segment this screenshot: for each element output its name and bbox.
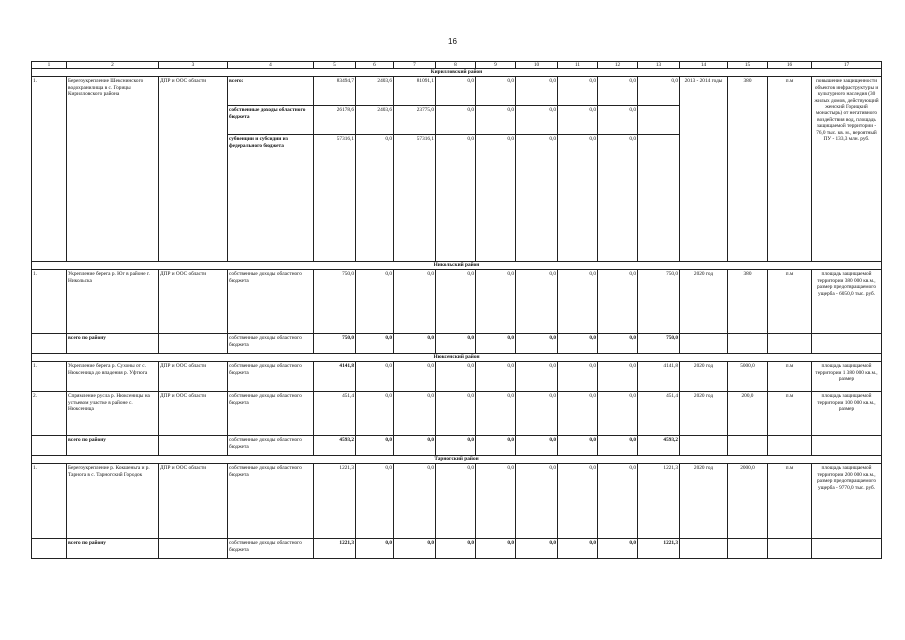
value-cell: 0,0 bbox=[558, 270, 598, 334]
total-cell: 0,0 bbox=[476, 539, 516, 559]
value-cell: 0,0 bbox=[516, 464, 558, 539]
col-header: 8 bbox=[436, 62, 476, 69]
value-cell: 0,0 bbox=[598, 77, 638, 106]
value-cell: 0,0 bbox=[558, 106, 598, 135]
col-header: 13 bbox=[638, 62, 680, 69]
value-cell: 57316,1 bbox=[394, 135, 436, 262]
budget-label: собственные доходы областного бюджета bbox=[228, 270, 314, 334]
unit-cell: п.м bbox=[768, 464, 812, 539]
district-heading: Тарногский район bbox=[32, 456, 882, 464]
value-cell: 0,0 bbox=[436, 362, 476, 392]
table-row bbox=[32, 392, 882, 436]
value-cell: 0,0 bbox=[476, 106, 516, 135]
total-cell: 750,0 bbox=[314, 334, 356, 354]
value-cell: 0,0 bbox=[394, 270, 436, 334]
value-cell: 0,0 bbox=[436, 77, 476, 106]
col-header: 1 bbox=[32, 62, 67, 69]
col-header: 6 bbox=[356, 62, 394, 69]
budget-label: всего: bbox=[228, 77, 314, 106]
value-cell: 4141,8 bbox=[638, 362, 680, 392]
budget-label: собственные доходы областного бюджета bbox=[228, 106, 314, 135]
value-cell: 57316,1 bbox=[314, 135, 356, 262]
total-cell: 0,0 bbox=[436, 436, 476, 456]
col-header: 16 bbox=[768, 62, 812, 69]
period-cell: 2020 год bbox=[680, 464, 728, 539]
value-cell: 1221,3 bbox=[638, 464, 680, 539]
quantity-cell: 5000,0 bbox=[728, 362, 768, 392]
unit-cell: п.м bbox=[768, 392, 812, 436]
result-description: площадь защищаемой территории 1 380 000 кв.м., размер bbox=[812, 362, 882, 392]
col-header: 12 bbox=[598, 62, 638, 69]
total-cell: 0,0 bbox=[476, 334, 516, 354]
value-cell: 0,0 bbox=[598, 362, 638, 392]
project-name: Укрепление берега р. Сухоны от с. Нюксеница до впадения р. Уфтюга bbox=[67, 362, 159, 392]
col-header: 4 bbox=[228, 62, 314, 69]
value-cell: 0,0 bbox=[356, 362, 394, 392]
district-heading: Никольский район bbox=[32, 262, 882, 270]
total-cell: 0,0 bbox=[476, 436, 516, 456]
item-number: 2. bbox=[32, 392, 67, 436]
period-cell: 2020 год bbox=[680, 362, 728, 392]
total-cell: 0,0 bbox=[356, 436, 394, 456]
value-cell: 1221,3 bbox=[314, 464, 356, 539]
value-cell: 0,0 bbox=[436, 270, 476, 334]
value-cell: 0,0 bbox=[436, 464, 476, 539]
district-total-row bbox=[32, 334, 882, 354]
value-cell: 0,0 bbox=[476, 362, 516, 392]
table-row bbox=[32, 464, 882, 539]
responsible-body: ДПР и ООС области bbox=[159, 77, 228, 262]
result-description: площадь защищаемой территории 200 000 кв.м., размер предотвращаемого ущерба - 9770,0 тыс. руб. bbox=[812, 464, 882, 539]
value-cell: 451,4 bbox=[314, 392, 356, 436]
budget-label: собственные доходы областного бюджета bbox=[228, 436, 314, 456]
value-cell: 26178,6 bbox=[314, 106, 356, 135]
total-cell: 0,0 bbox=[598, 334, 638, 354]
col-header: 3 bbox=[159, 62, 228, 69]
value-cell: 0,0 bbox=[516, 270, 558, 334]
budget-label: субвенции и субсидии из федерального бюджета bbox=[228, 135, 314, 262]
value-cell: 0,0 bbox=[516, 135, 558, 262]
budget-label: собственные доходы областного бюджета bbox=[228, 464, 314, 539]
quantity-cell: 380 bbox=[728, 77, 768, 262]
total-cell: 0,0 bbox=[558, 334, 598, 354]
responsible-body: ДПР и ООС области bbox=[159, 362, 228, 392]
value-cell: 0,0 bbox=[598, 135, 638, 262]
col-header: 2 bbox=[67, 62, 159, 69]
value-cell: 0,0 bbox=[356, 135, 394, 262]
value-cell: 0,0 bbox=[598, 392, 638, 436]
value-cell: 0,0 bbox=[436, 135, 476, 262]
total-cell: 0,0 bbox=[394, 539, 436, 559]
value-cell bbox=[638, 106, 680, 135]
total-cell: 0,0 bbox=[394, 436, 436, 456]
quantity-cell: 380 bbox=[728, 270, 768, 334]
value-cell: 0,0 bbox=[356, 392, 394, 436]
value-cell: 83494,7 bbox=[314, 77, 356, 106]
quantity-cell: 2000,0 bbox=[728, 464, 768, 539]
value-cell: 750,0 bbox=[314, 270, 356, 334]
result-description: площадь защищаемой территории 380 000 кв.м., размер предотвращаемого ущерба - 6050,0 тыс. руб. bbox=[812, 270, 882, 334]
col-header: 15 bbox=[728, 62, 768, 69]
budget-label: собственные доходы областного бюджета bbox=[228, 539, 314, 559]
responsible-body: ДПР и ООС области bbox=[159, 392, 228, 436]
total-cell: 0,0 bbox=[516, 334, 558, 354]
item-number: 1. bbox=[32, 270, 67, 334]
total-label: всего по району bbox=[67, 334, 159, 354]
col-header: 7 bbox=[394, 62, 436, 69]
col-header: 9 bbox=[476, 62, 516, 69]
col-header: 11 bbox=[558, 62, 598, 69]
value-cell: 0,0 bbox=[476, 464, 516, 539]
total-cell: 0,0 bbox=[394, 334, 436, 354]
total-cell: 0,0 bbox=[558, 539, 598, 559]
value-cell: 0,0 bbox=[394, 392, 436, 436]
value-cell bbox=[638, 135, 680, 262]
value-cell: 0,0 bbox=[436, 106, 476, 135]
unit-cell: п.м bbox=[768, 270, 812, 334]
page-number: 16 bbox=[448, 37, 457, 46]
value-cell: 23775,0 bbox=[394, 106, 436, 135]
total-cell: 0,0 bbox=[356, 334, 394, 354]
value-cell: 750,0 bbox=[638, 270, 680, 334]
total-cell: 0,0 bbox=[436, 539, 476, 559]
district-total-row bbox=[32, 539, 882, 559]
quantity-cell: 200,0 bbox=[728, 392, 768, 436]
total-label: всего по району bbox=[67, 539, 159, 559]
budget-label: собственные доходы областного бюджета bbox=[228, 334, 314, 354]
result-description: площадь защищаемой территории 100 000 кв.м., размер bbox=[812, 392, 882, 436]
value-cell: 2403,6 bbox=[356, 77, 394, 106]
table-row bbox=[32, 270, 882, 334]
value-cell: 81091,1 bbox=[394, 77, 436, 106]
item-number: 1. bbox=[32, 464, 67, 539]
unit-cell: п.м bbox=[768, 362, 812, 392]
total-label: всего по району bbox=[67, 436, 159, 456]
district-heading: Нюксенский район bbox=[32, 354, 882, 362]
value-cell: 0,0 bbox=[638, 77, 680, 106]
value-cell: 0,0 bbox=[558, 392, 598, 436]
value-cell: 0,0 bbox=[516, 77, 558, 106]
period-cell: 2013 - 2014 годы bbox=[680, 77, 728, 262]
total-cell: 0,0 bbox=[598, 436, 638, 456]
value-cell: 0,0 bbox=[516, 392, 558, 436]
project-name: Спрямление русла р. Нюксеницы на устьевом участке в районе с. Нюксеница bbox=[67, 392, 159, 436]
unit-cell: п.м bbox=[768, 77, 812, 262]
value-cell: 0,0 bbox=[394, 464, 436, 539]
column-number-row bbox=[32, 62, 882, 69]
value-cell: 0,0 bbox=[558, 135, 598, 262]
district-heading: Кирилловский район bbox=[32, 69, 882, 77]
value-cell: 0,0 bbox=[476, 270, 516, 334]
value-cell: 0,0 bbox=[394, 362, 436, 392]
total-cell: 0,0 bbox=[598, 539, 638, 559]
value-cell: 0,0 bbox=[598, 270, 638, 334]
period-cell: 2020 год bbox=[680, 270, 728, 334]
total-cell: 0,0 bbox=[558, 436, 598, 456]
responsible-body: ДПР и ООС области bbox=[159, 270, 228, 334]
value-cell: 0,0 bbox=[558, 464, 598, 539]
item-number: 1. bbox=[32, 362, 67, 392]
total-cell: 0,0 bbox=[516, 436, 558, 456]
result-description: повышение защищенности объектов инфраструктуры и культурного наследия (30 жилых домов, действующий женский Горицкий монастырь) от негативного воздействия вод, площадь защищаемой территории - 76,0 тыс. кв. м., вероятный ПУ - 133,3 млн. руб. bbox=[812, 77, 882, 262]
value-cell: 0,0 bbox=[436, 392, 476, 436]
value-cell: 0,0 bbox=[476, 135, 516, 262]
value-cell: 0,0 bbox=[356, 464, 394, 539]
value-cell: 451,4 bbox=[638, 392, 680, 436]
value-cell: 0,0 bbox=[516, 106, 558, 135]
budget-label: собственные доходы областного бюджета bbox=[228, 362, 314, 392]
total-cell: 0,0 bbox=[516, 539, 558, 559]
value-cell: 0,0 bbox=[476, 392, 516, 436]
value-cell: 2403,6 bbox=[356, 106, 394, 135]
project-name: Берегоукрепление Шекснинского водохранилища в с. Горицы Кирилловского района bbox=[67, 77, 159, 262]
responsible-body: ДПР и ООС области bbox=[159, 464, 228, 539]
value-cell: 4141,8 bbox=[314, 362, 356, 392]
item-number: 1. bbox=[32, 77, 67, 262]
value-cell: 0,0 bbox=[598, 106, 638, 135]
total-cell: 1221,3 bbox=[638, 539, 680, 559]
col-header: 5 bbox=[314, 62, 356, 69]
col-header: 17 bbox=[812, 62, 882, 69]
col-header: 10 bbox=[516, 62, 558, 69]
col-header: 14 bbox=[680, 62, 728, 69]
total-cell: 1221,3 bbox=[314, 539, 356, 559]
value-cell: 0,0 bbox=[598, 464, 638, 539]
total-cell: 0,0 bbox=[356, 539, 394, 559]
total-cell: 4593,2 bbox=[638, 436, 680, 456]
value-cell: 0,0 bbox=[516, 362, 558, 392]
total-cell: 4593,2 bbox=[314, 436, 356, 456]
total-cell: 750,0 bbox=[638, 334, 680, 354]
table-row bbox=[32, 77, 882, 106]
period-cell: 2020 год bbox=[680, 392, 728, 436]
project-name: Укрепление берега р. Юг в районе г. Никольска bbox=[67, 270, 159, 334]
total-cell: 0,0 bbox=[436, 334, 476, 354]
program-table bbox=[31, 61, 882, 559]
value-cell: 0,0 bbox=[476, 77, 516, 106]
budget-label: собственные доходы областного бюджета bbox=[228, 392, 314, 436]
district-total-row bbox=[32, 436, 882, 456]
project-name: Берегоукрепление р. Кокшеньга и р. Тарнога в с. Тарногский Городок bbox=[67, 464, 159, 539]
value-cell: 0,0 bbox=[558, 362, 598, 392]
value-cell: 0,0 bbox=[558, 77, 598, 106]
table-row bbox=[32, 362, 882, 392]
value-cell: 0,0 bbox=[356, 270, 394, 334]
